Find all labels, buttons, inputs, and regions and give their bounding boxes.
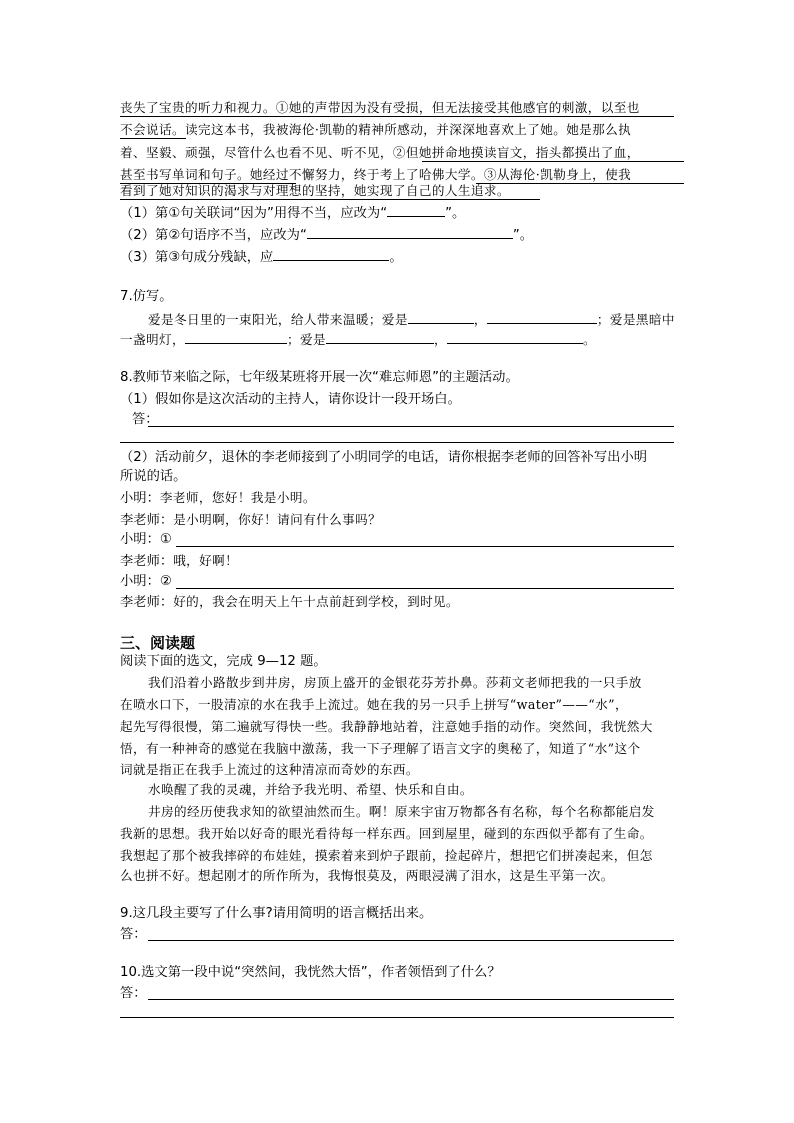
answer-line (176, 588, 674, 589)
q7-text: ；爱是 (286, 332, 326, 347)
answer-line (120, 1017, 674, 1018)
speaker: 小明： (120, 491, 160, 506)
q8-sub2-line1: （2）活动前夕，退休的李老师接到了小明同学的电话，请你根据李老师的回答补写出小明 (120, 450, 648, 465)
passage-line (120, 181, 510, 201)
q9-text: 9.这几段主要写了什么事?请用简明的语言概括出来。 (120, 906, 433, 921)
reading-text: 我想起了那个被我摔碎的布娃娃，摸索着来到炉子跟前，捡起碎片，想把它们拼凑起来，但怎 (120, 848, 653, 863)
speaker: 李老师： (120, 554, 174, 569)
reading-text: 么也拼不好。想起刚才的所作所为，我悔恨莫及，两眼浸满了泪水，这是生平第一次。 (120, 868, 614, 883)
reading-text: 水唤醒了我的灵魂，并给予我光明、希望、快乐和自由。 (148, 782, 473, 797)
q7-text: ；爱是黑暗中 (596, 312, 675, 327)
dialogue-line (120, 592, 459, 613)
answer-line (148, 940, 674, 941)
dialogue-line (120, 530, 172, 550)
q7-text: 爱是冬日里的一束阳光，给人带来温暖；爱是 (148, 312, 408, 327)
q7-blank[interactable] (326, 329, 434, 344)
answer-line (176, 546, 674, 547)
passage-line (120, 120, 631, 140)
dialogue-text: 好的，我会在明天上午十点前赶到学校，到时见。 (173, 594, 460, 609)
q7-line2 (120, 329, 596, 350)
q8-answer-label: 答： (132, 412, 159, 427)
reading-text: 井房的经历使我求知的欲望油然而生。啊！原来宇宙万物都各有名称，每个名称都能启发 (148, 804, 655, 819)
reading-intro: 阅读下面的选文，完成 9—12 题。 (120, 654, 327, 669)
q8-sub2-line2: 所说的话。 (120, 469, 187, 484)
q8-dialogue-answer-2[interactable] (176, 571, 674, 589)
speaker: 李老师： (120, 595, 174, 610)
reading-text: 词就是指正在我手上流过的这种清凉而奇妙的东西。 (120, 762, 419, 777)
q6-sub2-end: ”。 (512, 228, 534, 243)
reading-text: 起先写得很慢，第二遍就写得快一些。我静静地站着，注意她手指的动作。突然间，我恍然大 (120, 719, 653, 734)
q6-sub2 (120, 224, 533, 246)
q10-answer-input[interactable] (148, 982, 674, 1000)
dialogue-line (120, 572, 172, 592)
passage-text: 丧失了宝贵的听力和视力。①她的声带因为没有受损，但无法接受其他感官的刺激，以至也 (120, 100, 640, 115)
q7-line1 (148, 309, 675, 330)
q7-blank[interactable] (447, 329, 583, 344)
passage-line (120, 98, 640, 118)
q6-sub1 (120, 202, 465, 224)
q7-title: 7.仿写。 (120, 289, 173, 304)
q7-blank[interactable] (185, 329, 287, 344)
q10-text: 10.选文第一段中说“突然间，我恍然大悟”，作者领悟到了什么？ (120, 965, 501, 980)
passage-underline (120, 116, 674, 117)
dialogue-text: 李老师，您好！我是小明。 (159, 490, 316, 505)
passage-text: 不会说话。读完这本书，我被海伦·凯勒的精神所感动，并深深地喜欢上了她。她是那么执 (120, 122, 632, 137)
q9-answer-input[interactable] (148, 923, 674, 941)
dialogue-text: 哦，好啊！ (173, 553, 239, 568)
passage-text: 看到了她对知识的渴求与对理想的坚持，她实现了自己的人生追求。 (120, 183, 510, 198)
q9-answer-label: 答： (120, 927, 147, 942)
q6-sub3-text: （3）第③句成分残缺，应 (120, 250, 274, 265)
q8-sub1-answer-input-2[interactable] (120, 424, 674, 442)
speaker: 小明：① (120, 532, 172, 547)
section-heading: 三、阅读题 (120, 634, 196, 652)
q6-sub3 (120, 246, 403, 268)
q6-sub3-blank[interactable] (273, 246, 389, 261)
reading-text: 在喷水口下，一股清凉的水在我手上流过。她在我的另一只手上拼写“water”——“水”， (120, 697, 628, 712)
passage-underline (120, 199, 540, 200)
q10-answer-input-2[interactable] (120, 1000, 674, 1018)
dialogue-text: 是小明啊，你好！请问有什么事吗？ (173, 512, 382, 527)
q6-sub3-end: 。 (389, 250, 403, 265)
q7-text: ， (433, 332, 447, 347)
q6-sub2-text: （2）第②句语序不当，应改为“ (120, 228, 307, 243)
speaker: 小明：② (120, 574, 172, 589)
q6-sub1-blank[interactable] (387, 202, 445, 217)
q7-blank[interactable] (487, 309, 597, 324)
passage-text: 着、坚毅、顽强，尽管什么也看不见、听不见，②但她拼命地摸读盲文，指头都摸出了血， (120, 145, 640, 160)
q7-text: ， (473, 312, 487, 327)
q10-answer-label: 答： (120, 986, 147, 1001)
q7-text: 一盏明灯， (120, 332, 185, 347)
passage-underline (422, 161, 684, 162)
q8-title: 8.教师节来临之际，七年级某班将开展一次“难忘师恩”的主题活动。 (120, 370, 519, 385)
reading-text: 悟，有一种神奇的感觉在我脑中激荡，我一下子理解了语言文字的奥秘了，知道了“水”这个 (120, 741, 641, 756)
q6-sub1-end: ”。 (445, 206, 466, 221)
reading-text: 我新的思想。我开始以好奇的眼光看待每一样东西。回到屋里，碰到的东西似乎都有了生命。 (120, 826, 653, 841)
speaker: 李老师： (120, 513, 174, 528)
dialogue-line (120, 488, 316, 509)
passage-text: 甚至书写单词和句子。她经过不懈努力，终于考上了哈佛大学。③从海伦·凯勒身上，使我 (120, 167, 632, 182)
q6-sub1-text: （1）第①句关联词“因为”用得不当，应改为“ (120, 206, 388, 221)
dialogue-line (120, 510, 381, 531)
q7-text: 。 (582, 332, 596, 347)
q8-sub1: （1）假如你是这次活动的主持人，请你设计一段开场白。 (120, 392, 461, 407)
passage-underline (120, 138, 186, 139)
q7-blank[interactable] (408, 309, 474, 324)
answer-line (120, 442, 674, 443)
passage-line (120, 143, 640, 163)
q6-sub2-blank[interactable] (307, 224, 513, 239)
reading-text: 我们沿着小路散步到井房，房顶上盛开的金银花芬芳扑鼻。莎莉文老师把我的一只手放 (148, 675, 642, 690)
q8-dialogue-answer-1[interactable] (176, 529, 674, 547)
dialogue-line (120, 551, 238, 572)
